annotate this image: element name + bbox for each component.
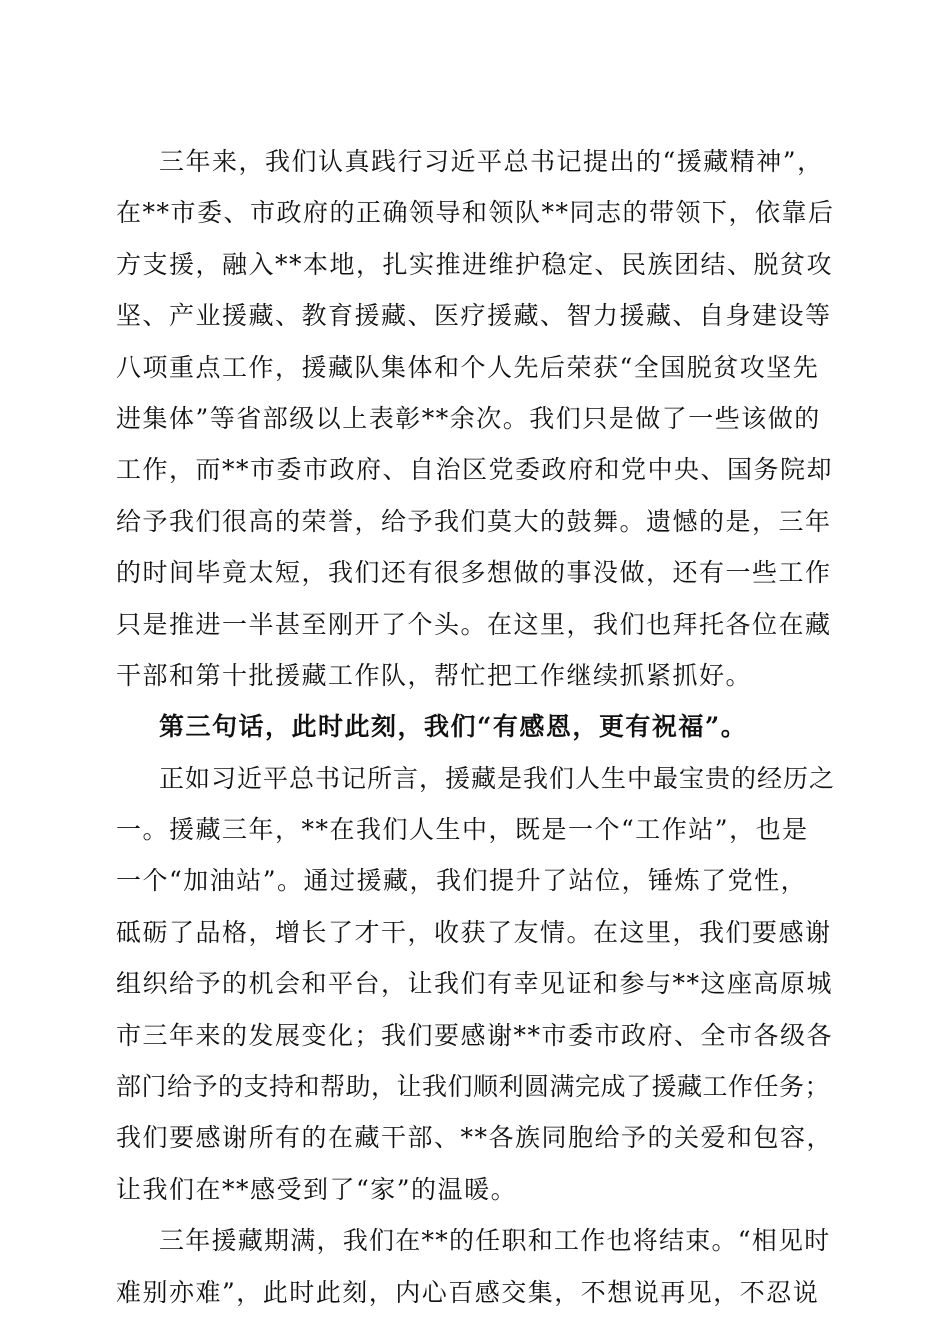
text-line: 坚、产业援藏、教育援藏、医疗援藏、智力援藏、自身建设等 [116,301,832,331]
text-line: 让我们在**感受到了“家”的温暖。 [116,1174,518,1204]
text-line: 在**市委、市政府的正确领导和领队**同志的带领下，依靠后 [116,198,835,228]
paragraph-3 [116,753,836,1216]
text-line: 组织给予的机会和平台，让我们有幸见证和参与**这座高原城 [116,969,834,999]
text-line: 给予我们很高的荣誉，给予我们莫大的鼓舞。遗憾的是，三年 [116,506,832,536]
text-line: 第三句话，此时此刻，我们“有感恩，更有祝福”。 [159,712,748,742]
text-line: 三年援藏期满，我们在**的任职和工作也将结束。“相见时 [159,1226,831,1256]
text-line: 一。援藏三年，**在我们人生中，既是一个“工作站”，也是 [116,815,809,845]
paragraph-4 [116,1215,836,1318]
document-body [116,136,836,1318]
text-line: 八项重点工作，援藏队集体和个人先后荣获“全国脱贫攻坚先 [116,352,820,382]
text-line: 三年来，我们认真践行习近平总书记提出的“援藏精神”， [159,147,824,176]
paragraph-2-heading [116,701,836,752]
text-line: 的时间毕竟太短，我们还有很多想做的事没做，还有一些工作 [116,558,832,588]
text-line: 砥砺了品格，增长了才干，收获了友情。在这里，我们要感谢 [116,917,832,947]
paragraph-1 [116,136,836,701]
text-line: 一个“加油站”。通过援藏，我们提升了站位，锤炼了党性， [116,866,808,896]
text-line: 市三年来的发展变化；我们要感谢**市委市政府、全市各级各 [116,1020,834,1050]
text-line: 干部和第十批援藏工作队，帮忙把工作继续抓紧抓好。 [116,660,753,690]
text-line: 正如习近平总书记所言，援藏是我们人生中最宝贵的经历之 [159,763,836,793]
text-line: 进集体”等省部级以上表彰**余次。我们只是做了一些该做的 [116,403,821,433]
text-line: 部门给予的支持和帮助，让我们顺利圆满完成了援藏工作任务； [116,1072,831,1102]
text-line: 方支援，融入**本地，扎实推进维护稳定、民族团结、脱贫攻 [116,249,834,279]
text-line: 我们要感谢所有的在藏干部、**各族同胞给予的关爱和包容， [116,1123,834,1153]
text-line: 只是推进一半甚至刚开了个头。在这里，我们也拜托各位在藏 [116,609,832,639]
text-line: 工作，而**市委市政府、自治区党委政府和党中央、国务院却 [116,455,834,485]
text-line: 难别亦难”，此时此刻，内心百感交集，不想说再见，不忍说 [116,1277,820,1307]
